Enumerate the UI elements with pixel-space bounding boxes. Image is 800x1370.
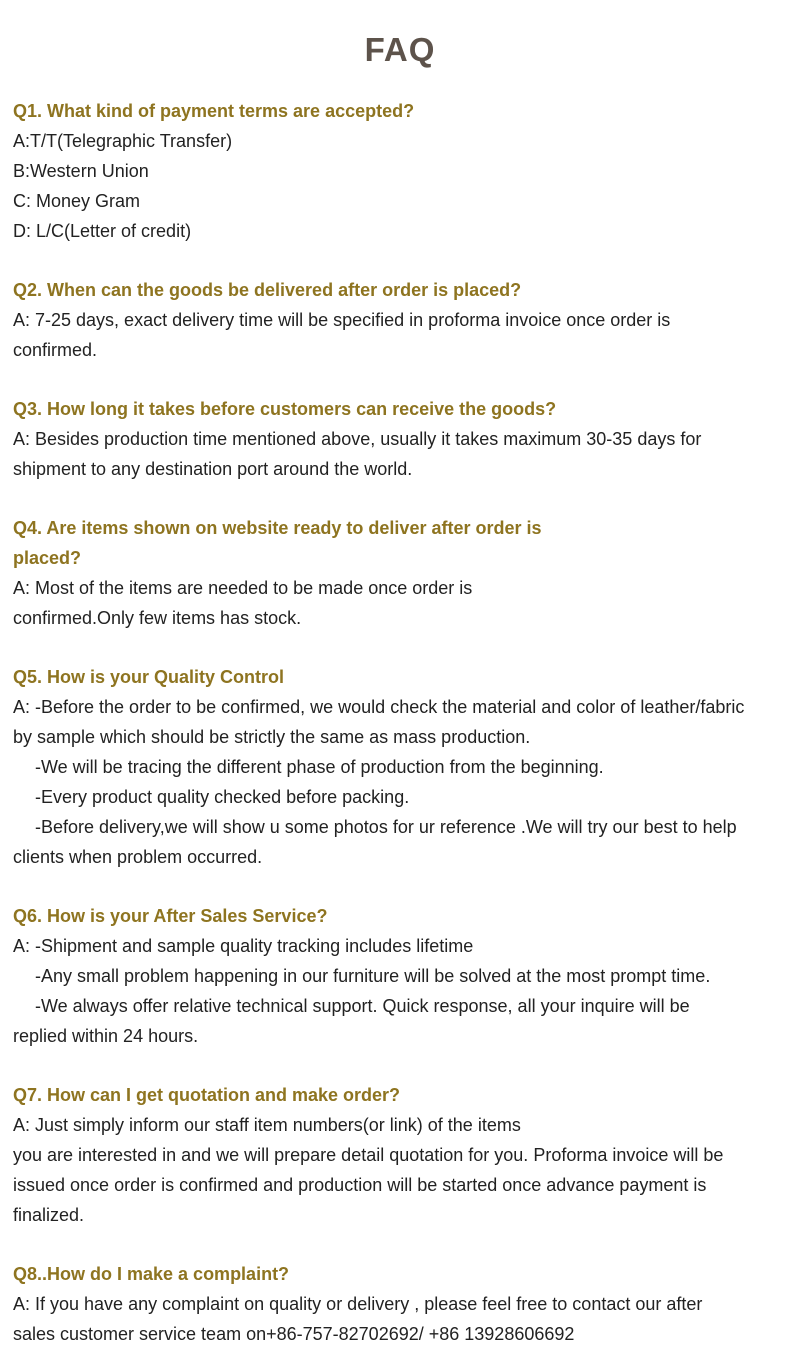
faq-answer-line: A: 7-25 days, exact delivery time will be specified in proforma invoice once order is — [13, 310, 671, 330]
faq-item-8 — [13, 1259, 798, 1349]
faq-item-7 — [13, 1080, 798, 1230]
faq-question: Q2. When can the goods be delivered after order is placed? — [13, 280, 522, 300]
faq-answer-line: C: Money Gram — [13, 191, 141, 211]
faq-answer-line: issued once order is confirmed and production will be started once advance payment is — [13, 1175, 707, 1195]
faq-item-1 — [13, 96, 798, 246]
page-title: FAQ — [364, 31, 436, 68]
faq-answer-line: confirmed. — [13, 340, 98, 360]
faq-answer-line: A: Most of the items are needed to be made once order is — [13, 578, 473, 598]
faq-question: Q1. What kind of payment terms are accepted? — [13, 101, 415, 121]
faq-question: Q5. How is your Quality Control — [13, 667, 285, 687]
faq-item-6 — [13, 901, 798, 1051]
faq-answer-line: B:Western Union — [13, 161, 149, 181]
faq-answer-line: -Any small problem happening in our furniture will be solved at the most prompt time. — [35, 966, 711, 986]
faq-answer-line: shipment to any destination port around the world. — [13, 459, 413, 479]
faq-answer-line: you are interested in and we will prepare detail quotation for you. Proforma invoice will be — [13, 1145, 724, 1165]
faq-item-4 — [13, 513, 798, 633]
faq-question: Q4. Are items shown on website ready to deliver after order is — [13, 518, 542, 538]
faq-answer-line: clients when problem occurred. — [13, 847, 263, 867]
faq-question: Q7. How can I get quotation and make order? — [13, 1085, 401, 1105]
faq-answer-line: A: If you have any complaint on quality or delivery , please feel free to contact our after — [13, 1294, 703, 1314]
faq-answer-line: A: Just simply inform our staff item numbers(or link) of the items — [13, 1115, 521, 1135]
faq-answer-line: D: L/C(Letter of credit) — [13, 221, 192, 241]
faq-answer-line: sales customer service team on+86-757-82702692/ +86 13928606692 — [13, 1324, 575, 1344]
faq-answer-line: replied within 24 hours. — [13, 1026, 199, 1046]
faq-answer-line: confirmed.Only few items has stock. — [13, 608, 302, 628]
faq-answer-line: finalized. — [13, 1205, 85, 1225]
faq-answer-line: A: -Before the order to be confirmed, we would check the material and color of leather/fabric — [13, 697, 745, 717]
faq-question: placed? — [13, 548, 82, 568]
faq-answer-line: A: Besides production time mentioned above, usually it takes maximum 30-35 days for — [13, 429, 702, 449]
faq-answer-line: -We always offer relative technical support. Quick response, all your inquire will be — [35, 996, 690, 1016]
faq-question: Q3. How long it takes before customers can receive the goods? — [13, 399, 557, 419]
faq-item-5 — [13, 662, 798, 872]
faq-item-2 — [13, 275, 798, 365]
faq-answer-line: A: -Shipment and sample quality tracking includes lifetime — [13, 936, 474, 956]
faq-question: Q8..How do I make a complaint? — [13, 1264, 290, 1284]
faq-answer-line: by sample which should be strictly the same as mass production. — [13, 727, 531, 747]
faq-question: Q6. How is your After Sales Service? — [13, 906, 328, 926]
faq-answer-line: -We will be tracing the different phase of production from the beginning. — [35, 757, 604, 777]
faq-answer-line: A:T/T(Telegraphic Transfer) — [13, 131, 233, 151]
faq-item-3 — [13, 394, 798, 484]
faq-answer-line: -Every product quality checked before packing. — [35, 787, 410, 807]
faq-answer-line: -Before delivery,we will show u some photos for ur reference .We will try our best to help — [35, 817, 737, 837]
